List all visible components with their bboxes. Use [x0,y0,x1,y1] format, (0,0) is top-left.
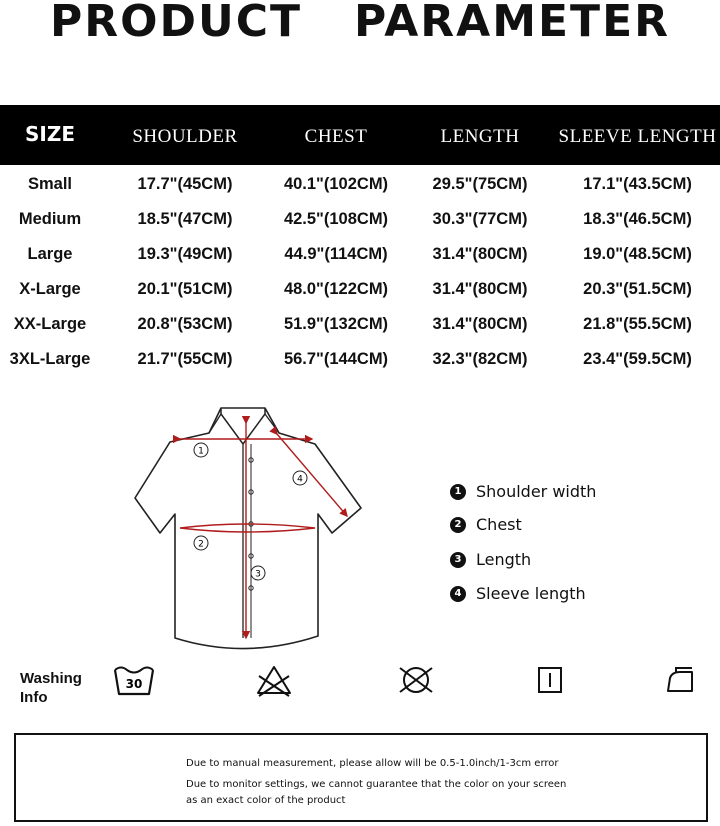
disclaimer-box [14,733,708,822]
sleeve-cell: 21.8"(55.5CM) [583,315,692,333]
legend-label: Shoulder width [476,482,597,501]
shoulder-cell: 20.8"(53CM) [137,315,233,333]
chest-cell: 44.9"(114CM) [284,245,388,263]
size-cell: Medium [18,210,82,228]
legend-number: 2 [450,517,466,533]
shoulder-cell: 17.7"(45CM) [137,175,233,193]
table-row [0,272,720,307]
table-row [0,167,720,202]
shoulder-cell: 21.7"(55CM) [137,350,233,368]
header-sleeve-length: SLEEVE LENGTH [558,126,717,147]
disclaimer-line: Due to monitor settings, we cannot guarantee that the color on your screen [186,779,567,790]
chest-cell: 56.7"(144CM) [283,350,389,368]
disclaimer-line: as an exact color of the product [186,795,346,806]
do-not-tumble-dry-icon [394,660,438,700]
header-size: SIZE [24,122,75,146]
sleeve-cell: 23.4"(59.5CM) [583,350,692,368]
washing-info-label: Washing Info [20,670,82,706]
sleeve-cell: 19.0"(48.5CM) [583,245,692,263]
size-cell: X-Large [19,280,81,298]
shoulder-cell: 20.1"(51CM) [137,280,233,298]
page-title: PRODUCT PARAMETER [49,0,671,47]
wash-30-icon [112,660,156,700]
shoulder-cell: 18.5"(47CM) [137,210,233,228]
wash-temperature: 30 [125,677,143,691]
disclaimer-line: Due to manual measurement, please allow will be 0.5-1.0inch/1-3cm error [186,758,559,769]
size-cell: Small [27,175,73,193]
iron-icon [660,660,704,700]
marker-2: 2 [198,539,204,550]
sleeve-cell: 17.1"(43.5CM) [583,175,692,193]
table-row [0,237,720,272]
shoulder-cell: 19.3"(49CM) [137,245,233,263]
legend-label: Chest [476,515,522,534]
length-cell: 31.4"(80CM) [432,245,528,263]
length-cell: 29.5"(75CM) [432,175,528,193]
table-row [0,307,720,342]
legend-number: 4 [450,586,466,602]
marker-1: 1 [198,446,204,457]
length-cell: 32.3"(82CM) [432,350,528,368]
chest-cell: 40.1"(102CM) [283,175,389,193]
shirt-measurement-diagram [125,398,375,658]
chest-cell: 51.9"(132CM) [283,315,389,333]
sleeve-cell: 20.3"(51.5CM) [583,280,692,298]
legend-label: Length [476,550,532,569]
table-header [0,105,720,165]
legend-number: 1 [450,484,466,500]
size-cell: Large [27,245,73,263]
size-cell: XX-Large [13,315,87,333]
chest-cell: 48.0"(122CM) [283,280,389,298]
table-row [0,202,720,237]
header-length: LENGTH [440,126,520,147]
marker-3: 3 [255,569,261,580]
marker-4: 4 [297,474,303,485]
length-cell: 30.3"(77CM) [432,210,528,228]
size-cell: 3XL-Large [9,350,91,368]
legend-label: Sleeve length [476,584,586,603]
drip-dry-icon [528,660,572,700]
header-shoulder: SHOULDER [132,126,238,147]
sleeve-cell: 18.3"(46.5CM) [583,210,692,228]
header-chest: CHEST [304,126,368,147]
length-cell: 31.4"(80CM) [432,280,528,298]
length-cell: 31.4"(80CM) [432,315,528,333]
table-row [0,342,720,377]
legend-number: 3 [450,552,466,568]
do-not-bleach-icon [252,660,296,700]
chest-cell: 42.5"(108CM) [283,210,389,228]
shirt-icon [125,398,375,658]
